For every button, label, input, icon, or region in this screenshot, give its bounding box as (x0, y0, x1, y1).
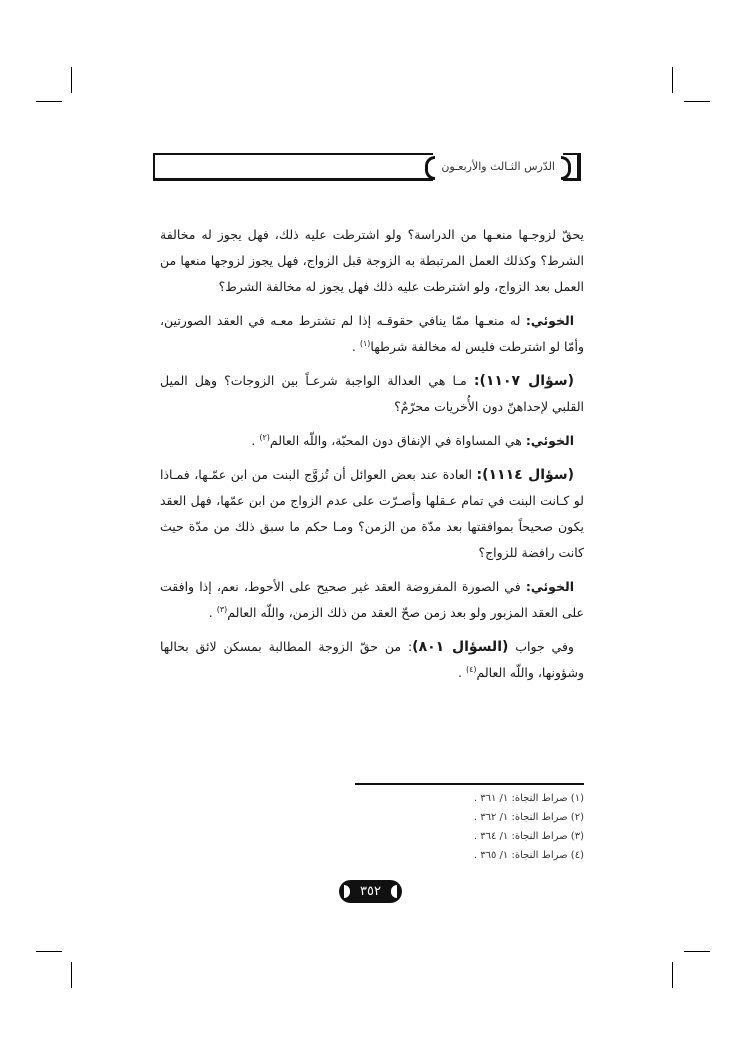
paragraph (160, 574, 584, 626)
paragraph (160, 368, 584, 420)
crop-mark (36, 951, 62, 952)
crop-mark (684, 101, 710, 102)
paragraph-text: هي المساواة في الإنفاق دون المحبّة، واللّه العالم (269, 433, 526, 448)
crop-mark (672, 67, 673, 93)
paragraph-end: . (251, 433, 260, 448)
question-number: (السؤال ٨٠١) (412, 639, 509, 655)
speaker-label: الخوئي: (525, 579, 574, 594)
footnote-ref: (٤) (466, 664, 477, 674)
footnote: (٣) صراط النجاة: ١/ ٣٦٤ . (473, 831, 584, 842)
paragraph-prefix: وفي جواب (508, 639, 574, 654)
main-text (160, 222, 584, 694)
footnote-ref: (٣) (216, 604, 228, 614)
question-number: (سؤال ١١٠٧): (473, 373, 574, 389)
crop-mark (71, 67, 72, 93)
footnote: (٤) صراط النجاة: ١/ ٣٦٥ . (473, 850, 584, 861)
paragraph-end: . (458, 665, 466, 680)
page-header (153, 153, 581, 181)
paragraph (160, 222, 584, 300)
paragraph-text: مـا هي العدالة الواجبة شرعـاً بين الزوجات؟ وهل الميل القلبي لإحداهنّ دون الأُخريات محرّمٌ؟ (160, 373, 584, 414)
paragraph-text: له منعـها ممّا ينافي حقوقـه إذا لم تشترط معـه في العقد الصورتين، وأمّا لو اشترطت فليس له مخالفة شرطها (160, 313, 584, 354)
speaker-label: الخوئي: (525, 433, 574, 448)
footnote: (٢) صراط النجاة: ١/ ٣٦٢ . (473, 812, 584, 823)
crop-mark (684, 951, 710, 952)
footnotes (355, 789, 584, 865)
paragraph (160, 428, 584, 454)
paragraph (160, 308, 584, 360)
paragraph-text: العادة عند بعض العوائل أن تُزوَّج البنت من ابن عمّـها، فمـاذا لو كـانت البنت في تمام عـقلها وأصـرّت على عدم الزواج من ابن عمّها، فهل العقد يكون صحيحاً بموافقتها بعد مدّة من الزمن؟ ومـا حكم ما سبق ذلك من مدّة حيث كانت رافضة للزواج؟ (160, 467, 584, 560)
paragraph-text: في الصورة المفروضة العقد غير صحيح على الأحوط، نعم، إذا وافقت على العقد المزبور ولو بعد زمن صحّ العقد من ذلك الزمن، واللّه العالم (160, 579, 584, 620)
footnote-ref: (٢) (259, 432, 270, 442)
paragraph-end: . (351, 339, 360, 354)
paragraph-text: يحقّ لزوجـها منعـها من الدراسة؟ ولو اشترطت عليه ذلك، فهل يجوز له مخالفة الشرط؟ وكذلك العمل المرتبطة به الزوجة قبل الزواج، فهل يجوز لزوجها منعها من العمل بعد الزواج، ولو اشترطت عليه ذلك فهل يجوز له مخالفة الشرط؟ (160, 227, 584, 294)
header-title: الدّرس الثـالث والأربعـون (433, 153, 563, 181)
page-number: ٣٥٢ (339, 880, 402, 903)
crop-mark (36, 101, 62, 102)
question-number: (سؤال ١١١٤): (476, 467, 574, 483)
paragraph-end: . (208, 605, 217, 620)
paragraph-text: : من حقّ الزوجة المطالبة بمسكن لائق بحالها وشؤونها، واللّه العالم (160, 639, 584, 680)
crop-mark (672, 962, 673, 988)
paragraph (160, 462, 584, 566)
paragraph (160, 634, 584, 686)
speaker-label: الخوئي: (525, 313, 574, 328)
crop-mark (71, 962, 72, 988)
footnote-divider (355, 783, 584, 785)
footnote: (١) صراط النجاة: ١/ ٣٦١ . (473, 793, 584, 804)
footnote-ref: (١) (359, 338, 371, 348)
